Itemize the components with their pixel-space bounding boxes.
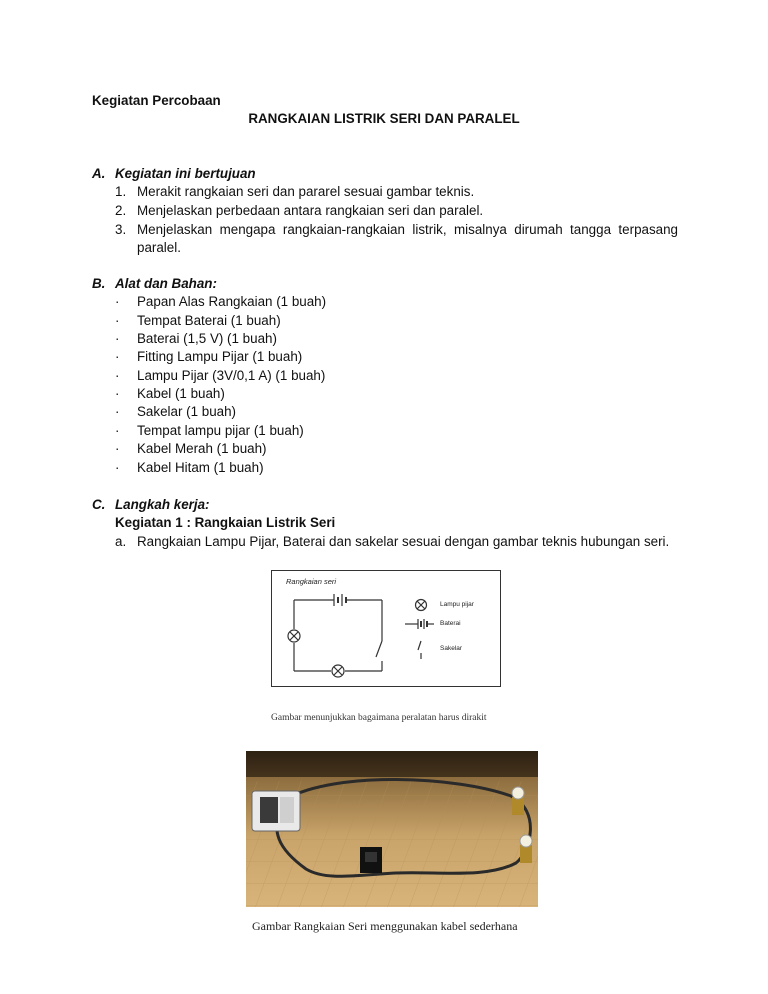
list-item-continuation: paralel. bbox=[137, 240, 181, 255]
material-item: Tempat Baterai (1 buah) bbox=[137, 313, 281, 328]
legend-switch-label: Sakelar bbox=[440, 645, 463, 652]
circuit-diagram bbox=[271, 570, 501, 687]
bullet-icon: · bbox=[115, 386, 120, 401]
diagram-title: Rangkaian seri bbox=[286, 577, 337, 586]
activity-heading: Kegiatan Percobaan bbox=[92, 93, 221, 108]
material-item: Papan Alas Rangkaian (1 buah) bbox=[137, 294, 327, 309]
section-a-title: Kegiatan ini bertujuan bbox=[115, 166, 256, 181]
step-letter: a. bbox=[115, 534, 127, 549]
list-item: Merakit rangkaian seri dan pararel sesuai gambar teknis. bbox=[137, 184, 475, 199]
bullet-icon: · bbox=[115, 423, 120, 438]
material-item: Kabel (1 buah) bbox=[137, 386, 225, 401]
list-item: Menjelaskan perbedaan antara rangkaian seri dan paralel. bbox=[137, 203, 484, 218]
circuit-photo-image bbox=[246, 751, 538, 907]
legend-lamp-label: Lampu pijar bbox=[440, 601, 474, 608]
bullet-icon: · bbox=[115, 294, 120, 309]
document-title: RANGKAIAN LISTRIK SERI DAN PARALEL bbox=[248, 111, 520, 126]
legend-battery-label: Baterai bbox=[440, 620, 461, 627]
material-item: Kabel Hitam (1 buah) bbox=[137, 460, 264, 475]
circuit-photo bbox=[246, 751, 538, 907]
section-b-letter: B. bbox=[92, 276, 106, 291]
list-number: 2. bbox=[115, 203, 127, 218]
section-a-letter: A. bbox=[92, 166, 106, 181]
section-c-letter: C. bbox=[92, 497, 106, 512]
material-item: Lampu Pijar (3V/0,1 A) (1 buah) bbox=[137, 368, 326, 383]
bullet-icon: · bbox=[115, 331, 120, 346]
step-text: Rangkaian Lampu Pijar, Baterai dan sakelar sesuai dengan gambar teknis hubungan seri. bbox=[137, 534, 670, 549]
material-item: Tempat lampu pijar (1 buah) bbox=[137, 423, 304, 438]
material-item: Kabel Merah (1 buah) bbox=[137, 441, 267, 456]
section-c-title: Langkah kerja: bbox=[115, 497, 210, 512]
diagram-caption: Gambar menunjukkan bagaimana peralatan harus dirakit bbox=[271, 713, 487, 723]
bullet-icon: · bbox=[115, 404, 120, 419]
bullet-icon: · bbox=[115, 313, 120, 328]
photo-caption: Gambar Rangkaian Seri menggunakan kabel sederhana bbox=[252, 919, 518, 933]
list-number: 1. bbox=[115, 184, 127, 199]
section-b-title: Alat dan Bahan: bbox=[115, 276, 217, 291]
material-item: Baterai (1,5 V) (1 buah) bbox=[137, 331, 277, 346]
material-item: Fitting Lampu Pijar (1 buah) bbox=[137, 349, 303, 364]
list-item: Menjelaskan mengapa rangkaian-rangkaian listrik, misalnya dirumah tangga terpasang bbox=[137, 222, 678, 237]
bullet-icon: · bbox=[115, 368, 120, 383]
material-item: Sakelar (1 buah) bbox=[137, 404, 236, 419]
series-circuit-schematic bbox=[272, 571, 500, 686]
bullet-icon: · bbox=[115, 349, 120, 364]
bullet-icon: · bbox=[115, 441, 120, 456]
list-number: 3. bbox=[115, 222, 127, 237]
activity-1-heading: Kegiatan 1 : Rangkaian Listrik Seri bbox=[115, 515, 336, 530]
bullet-icon: · bbox=[115, 460, 120, 475]
